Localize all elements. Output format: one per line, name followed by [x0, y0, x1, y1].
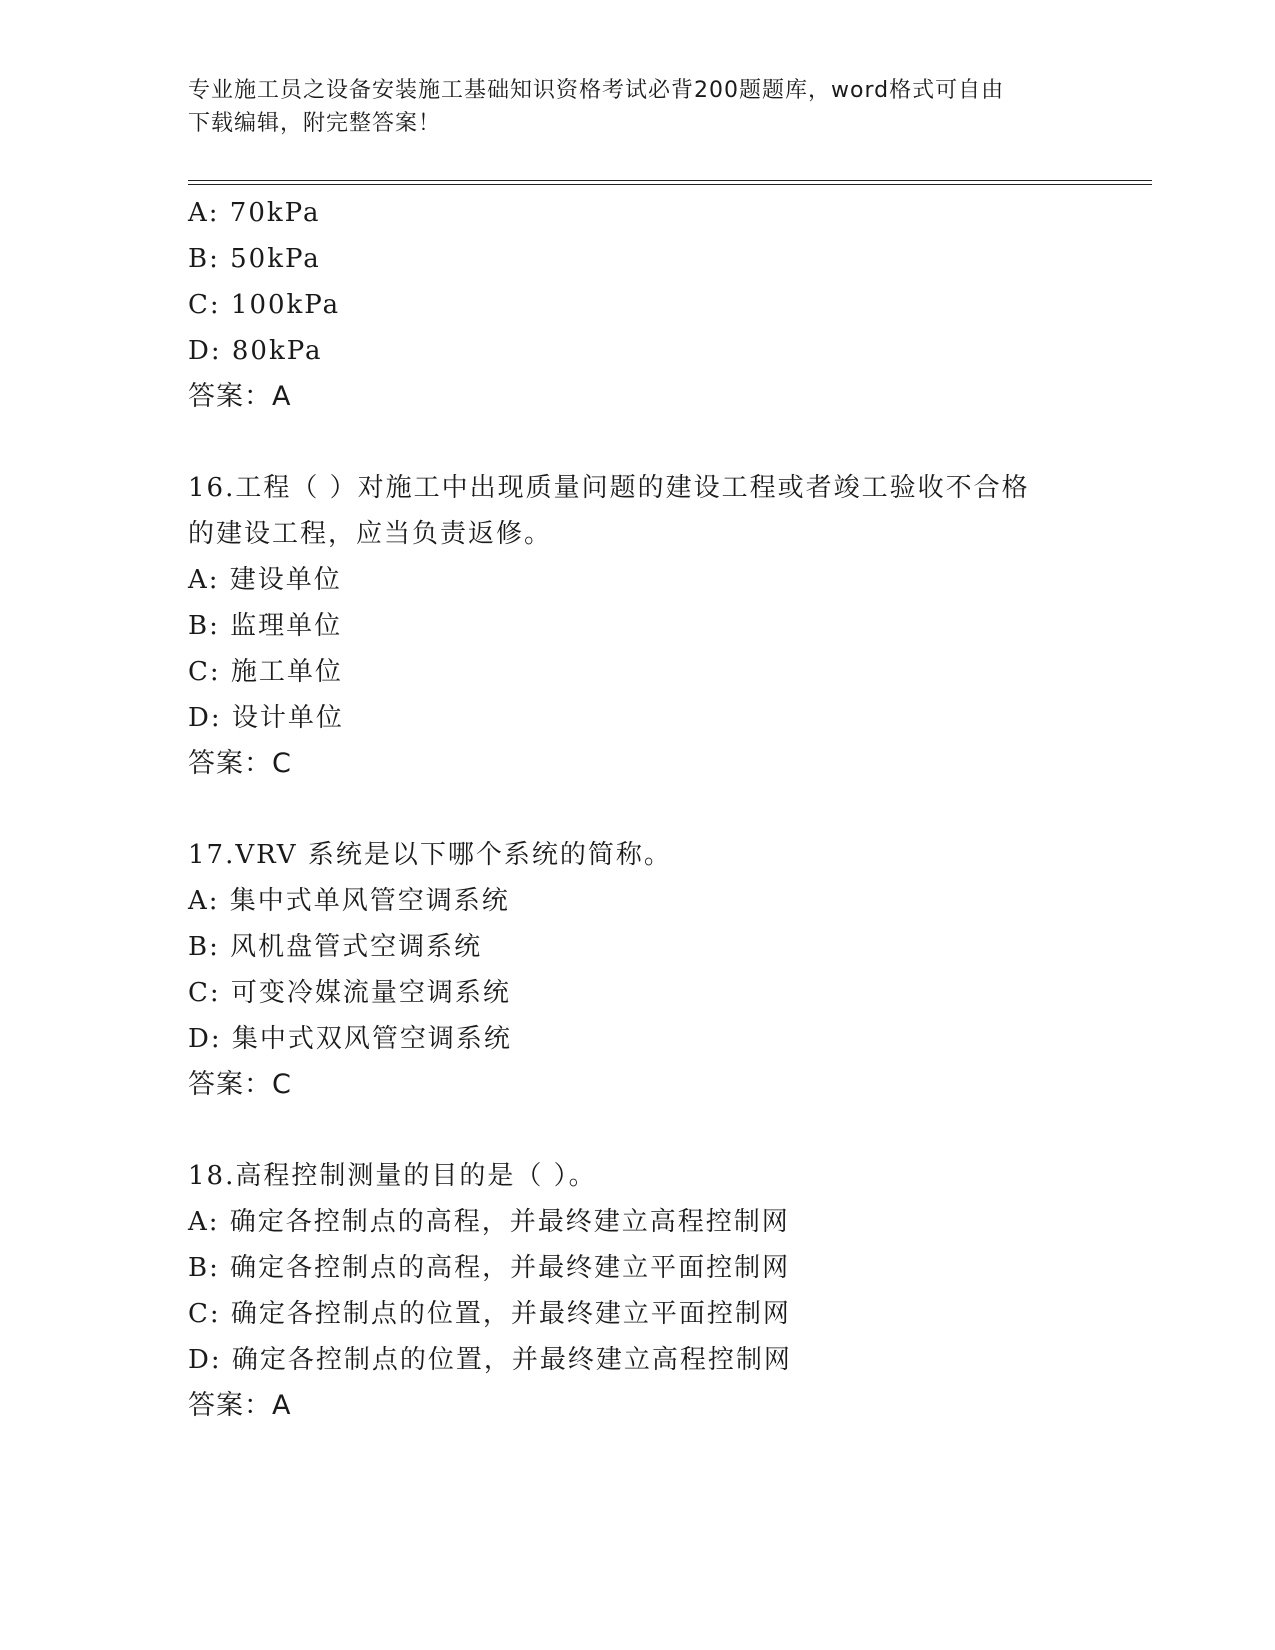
question-15: [188, 190, 1088, 420]
answer: 答案：A: [188, 1390, 292, 1421]
question-stem-line-2: 的建设工程，应当负责返修。: [188, 519, 553, 549]
option-a: A: 70kPa: [188, 198, 321, 228]
answer: 答案：C: [188, 748, 292, 779]
header-line-1: 专业施工员之设备安装施工基础知识资格考试必背200题题库，word格式可自由: [188, 78, 1005, 103]
option-c: C: 100kPa: [188, 290, 341, 320]
option-c: C: 施工单位: [188, 657, 343, 687]
document-header: [188, 74, 1068, 140]
question-17: [188, 832, 1088, 1108]
question-list: [188, 190, 1088, 1429]
option-a: A: 集中式单风管空调系统: [188, 886, 510, 916]
question-18: [188, 1153, 1088, 1429]
option-c: C: 可变冷媒流量空调系统: [188, 978, 511, 1008]
option-d: D: 集中式双风管空调系统: [188, 1024, 512, 1054]
answer: 答案：C: [188, 1069, 292, 1100]
option-d: D: 确定各控制点的位置，并最终建立高程控制网: [188, 1345, 792, 1375]
header-rule-bottom: [188, 184, 1152, 185]
question-stem: 18.高程控制测量的目的是（ ）。: [188, 1161, 597, 1191]
header-rule-top: [188, 180, 1152, 181]
header-line-2: 下载编辑，附完整答案！: [188, 111, 442, 136]
option-a: A: 确定各控制点的高程，并最终建立高程控制网: [188, 1207, 790, 1237]
question-stem-line-1: 16.工程（ ）对施工中出现质量问题的建设工程或者竣工验收不合格: [188, 473, 1030, 503]
option-a: A: 建设单位: [188, 565, 342, 595]
option-b: B: 确定各控制点的高程，并最终建立平面控制网: [188, 1253, 791, 1283]
question-stem: 17.VRV 系统是以下哪个系统的简称。: [188, 840, 672, 870]
option-d: D: 设计单位: [188, 703, 344, 733]
answer: 答案：A: [188, 381, 292, 412]
option-b: B: 风机盘管式空调系统: [188, 932, 483, 962]
option-d: D: 80kPa: [188, 336, 323, 366]
option-b: B: 50kPa: [188, 244, 321, 274]
option-c: C: 确定各控制点的位置，并最终建立平面控制网: [188, 1299, 791, 1329]
option-b: B: 监理单位: [188, 611, 343, 641]
question-16: [188, 465, 1088, 787]
